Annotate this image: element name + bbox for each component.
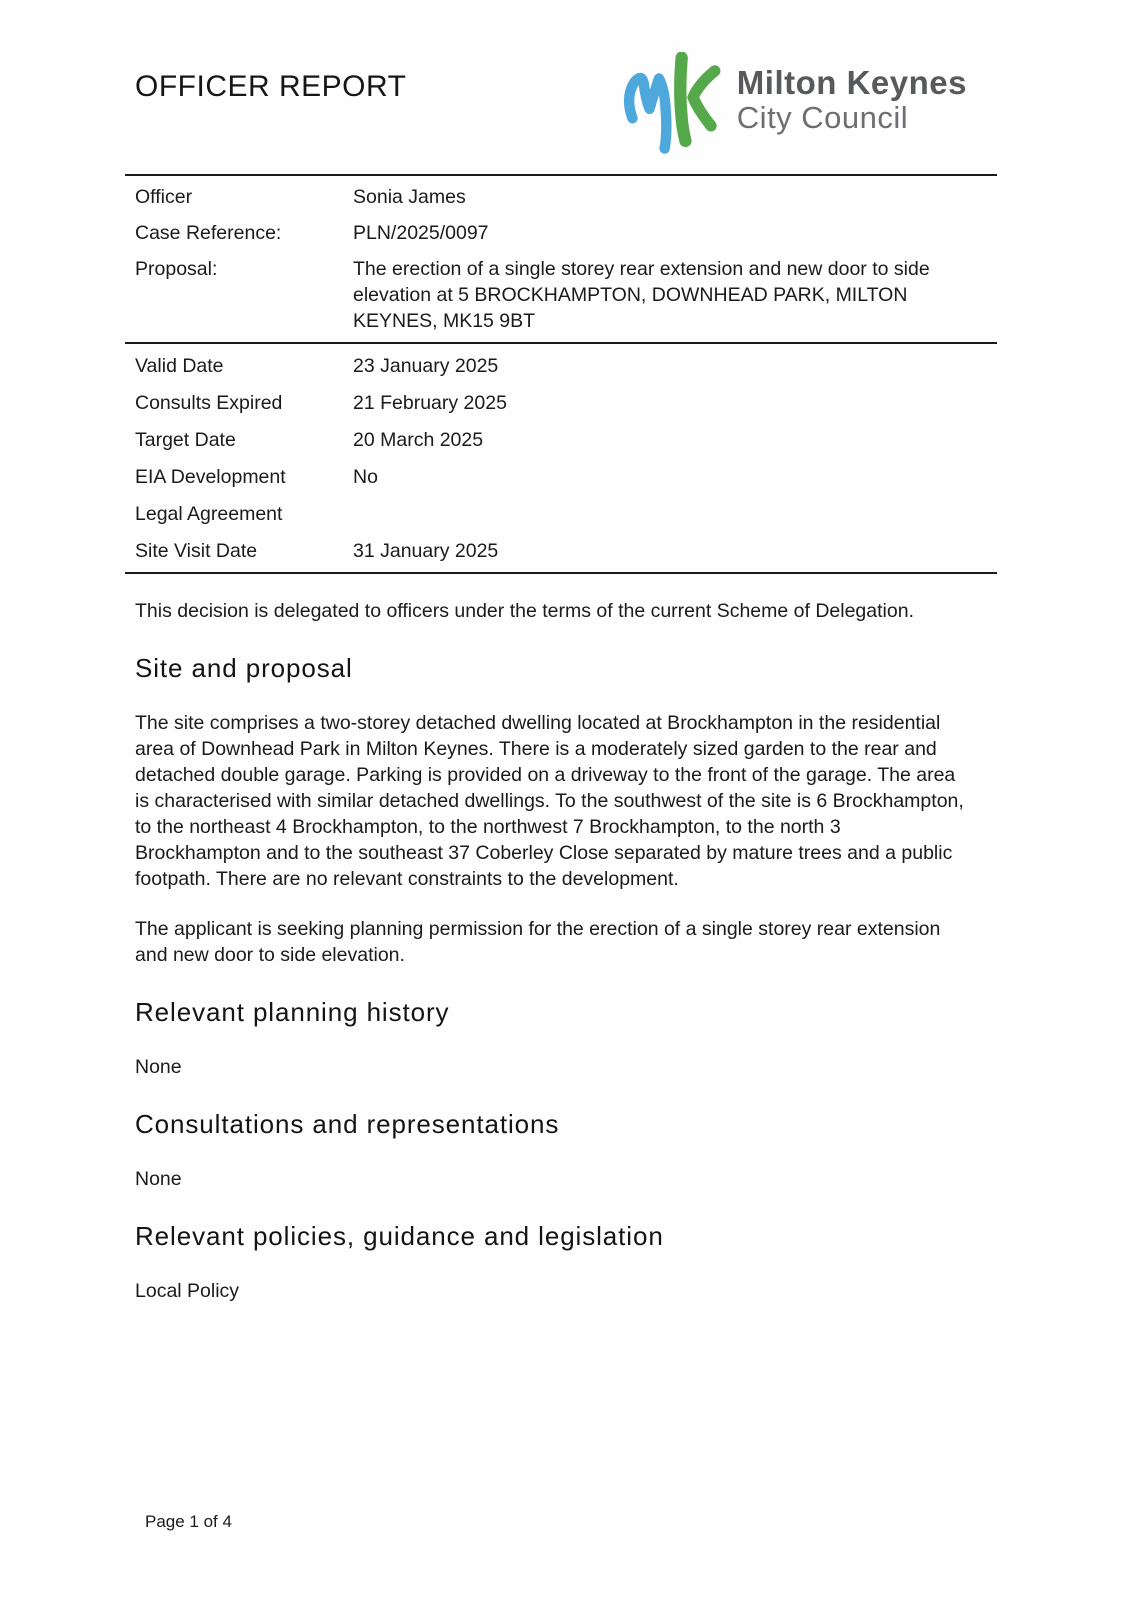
row-value: Sonia James [353,186,466,208]
paragraph: None [135,1168,182,1190]
row-label: Site Visit Date [135,539,258,562]
row-value: 31 January 2025 [353,539,499,562]
council-name: Milton Keynes [736,64,967,101]
section-heading-site-and-proposal: Site and proposal [135,653,353,683]
paragraph: None [135,1056,182,1078]
council-logo-text [737,64,967,135]
divider-rule [125,572,997,574]
delegation-note: This decision is delegated to officers under the terms of the current Scheme of Delegation. [135,600,914,622]
section-heading-policies: Relevant policies, guidance and legislation [135,1221,664,1251]
case-details-table [125,176,997,342]
row-value: No [353,465,378,488]
table-row [125,421,997,458]
row-value: 21 February 2025 [353,391,507,414]
row-label: Legal Agreement [135,502,283,525]
paragraph: Local Policy [135,1280,240,1302]
mk-logo-m-stroke [629,78,666,149]
mk-monogram-icon [623,52,729,158]
section-heading-planning-history: Relevant planning history [135,997,450,1027]
row-label: Consults Expired [135,391,283,414]
row-value: PLN/2025/0097 [353,222,489,244]
row-value [353,501,997,527]
row-label: EIA Development [135,465,286,488]
key-dates-table [125,344,997,572]
council-subtitle: City Council [736,100,909,135]
row-label: Valid Date [135,354,224,377]
table-row [125,215,997,251]
paragraph: The applicant is seeking planning permission for the erection of a single storey rear extension and new door to side elevation. [135,918,941,966]
table-row [125,179,997,215]
table-row [125,384,997,421]
row-label: Case Reference: [135,222,282,244]
table-row [125,458,997,495]
row-value: The erection of a single storey rear extension and new door to side elevation at 5 BROCKHAMPTON, DOWNHEAD PARK, MILTON KEYNES, MK15 9BT [353,258,930,332]
row-label: Target Date [135,428,236,451]
row-value: 20 March 2025 [353,428,484,451]
report-body [135,598,967,1304]
mk-logo-k-arm [693,71,715,126]
table-row [125,251,997,339]
section-heading-consultations: Consultations and representations [135,1109,560,1139]
paragraph: The site comprises a two-storey detached dwelling located at Brockhampton in the residential area of Downhead Park in Milton Keynes. There is a moderately sized garden to the rear and detached double garage. Parking is provided on a driveway to the front of the garage. The area is characterised with similar detached dwellings. To the southwest of the site is 6 Brockhampton, to the northeast 4 Brockhampton, to the northwest 7 Brockhampton, to the north 3 Brockhampton and to the southeast 37 Coberley Close separated by mature trees and a public footpath. There are no relevant constraints to the development. [135,712,964,890]
row-value: 23 January 2025 [353,354,499,377]
table-row [125,495,997,532]
page-number: Page 1 of 4 [145,1512,232,1531]
row-label: Officer [135,186,193,208]
mk-logo-k-stem [680,58,685,141]
table-row [125,532,997,569]
header [0,0,1132,158]
row-label: Proposal: [135,258,218,280]
council-logo [623,52,967,158]
page-title: OFFICER REPORT [135,70,407,103]
table-row [125,347,997,384]
